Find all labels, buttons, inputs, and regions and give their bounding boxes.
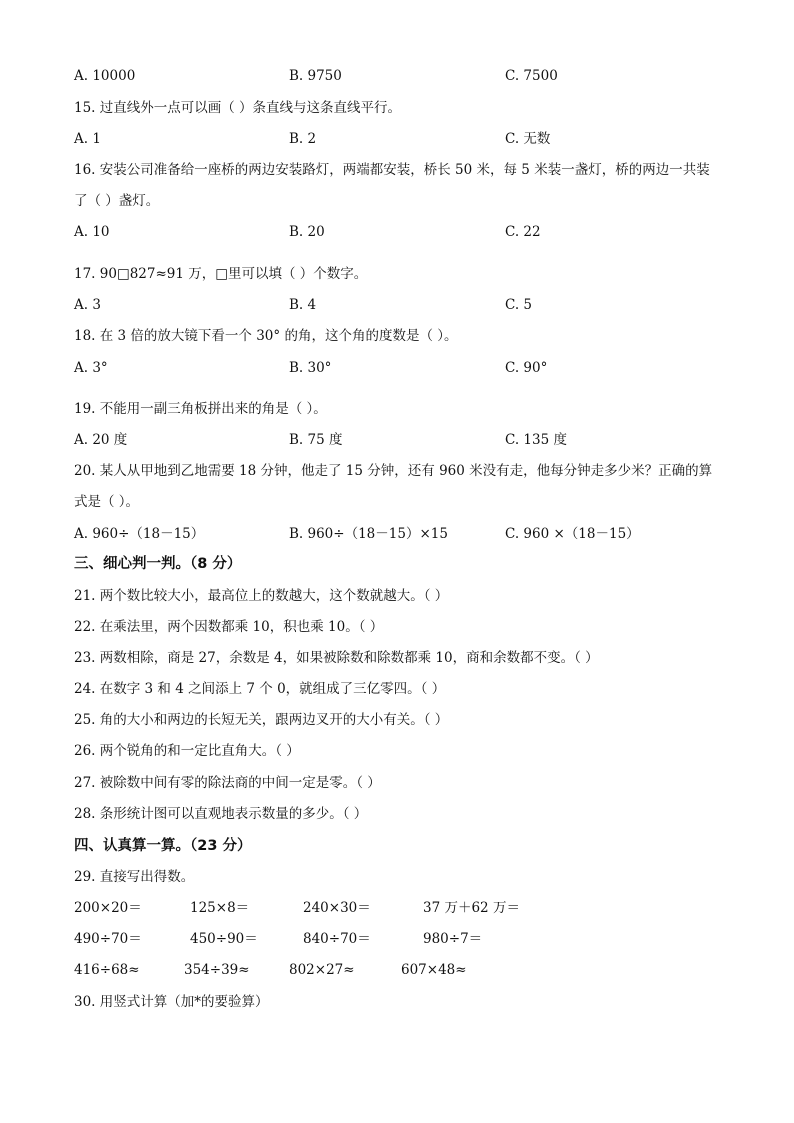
q24-text: 24. 在数字 3 和 4 之间添上 7 个 0，就组成了三亿零四。（ ） xyxy=(74,681,446,697)
q20-option-a: A. 960÷（18－15） xyxy=(74,526,205,542)
calc-item: 490÷70＝ xyxy=(74,931,142,947)
q16-option-a: A. 10 xyxy=(74,224,110,240)
q19-option-a: A. 20 度 xyxy=(74,432,128,448)
q25-text: 25. 角的大小和两边的长短无关，跟两边叉开的大小有关。（ ） xyxy=(74,712,449,728)
q27-text: 27. 被除数中间有零的除法商的中间一定是零。（ ） xyxy=(74,775,381,791)
section-3-heading: 三、细心判一判。（8 分） xyxy=(74,556,242,572)
q21-text: 21. 两个数比较大小，最高位上的数越大，这个数就越大。（ ） xyxy=(74,588,449,604)
calc-item: 802×27≈ xyxy=(289,962,355,978)
q28-text: 28. 条形统计图可以直观地表示数量的多少。（ ） xyxy=(74,806,368,822)
q16-text-line2: 了（ ）盏灯。 xyxy=(74,193,160,209)
calc-item: 354÷39≈ xyxy=(184,962,250,978)
calc-item: 607×48≈ xyxy=(401,962,467,978)
q19-text: 19. 不能用一副三角板拼出来的角是（ ）。 xyxy=(74,401,327,417)
q30-title: 30. 用竖式计算（加*的要验算） xyxy=(74,994,269,1010)
q15-text: 15. 过直线外一点可以画（ ）条直线与这条直线平行。 xyxy=(74,100,402,116)
calc-item: 37 万＋62 万＝ xyxy=(423,900,520,916)
q16-option-b: B. 20 xyxy=(289,224,325,240)
q18-text: 18. 在 3 倍的放大镜下看一个 30° 的角，这个角的度数是（ ）。 xyxy=(74,328,458,344)
q17-option-c: C. 5 xyxy=(505,297,533,313)
q17-text: 17. 90□827≈91 万，□里可以填（ ）个数字。 xyxy=(74,266,368,282)
q23-text: 23. 两数相除，商是 27，余数是 4，如果被除数和除数都乘 10，商和余数都不变。（ ） xyxy=(74,650,599,666)
calc-item: 125×8＝ xyxy=(190,900,250,916)
q29-title: 29. 直接写出得数。 xyxy=(74,869,195,885)
calc-item: 240×30＝ xyxy=(303,900,371,916)
q26-text: 26. 两个锐角的和一定比直角大。（ ） xyxy=(74,743,300,759)
q18-option-c: C. 90° xyxy=(505,360,548,376)
q15-option-b: B. 2 xyxy=(289,131,317,147)
calc-item: 980÷7＝ xyxy=(423,931,483,947)
section-4-heading: 四、认真算一算。（23 分） xyxy=(74,838,252,854)
q22-text: 22. 在乘法里，两个因数都乘 10，积也乘 10。（ ） xyxy=(74,619,384,635)
calc-item: 840÷70＝ xyxy=(303,931,371,947)
q18-option-b: B. 30° xyxy=(289,360,332,376)
q18-option-a: A. 3° xyxy=(74,360,108,376)
calc-item: 200×20＝ xyxy=(74,900,142,916)
q17-option-a: A. 3 xyxy=(74,297,101,313)
q20-text-line2: 式是（ ）。 xyxy=(74,494,140,510)
q20-option-c: C. 960 ×（18－15） xyxy=(505,526,640,542)
q20-text-line1: 20. 某人从甲地到乙地需要 18 分钟，他走了 15 分钟，还有 960 米没有走，他每分钟走多少米？正确的算 xyxy=(74,463,713,479)
q16-option-c: C. 22 xyxy=(505,224,541,240)
q14-option-b: B. 9750 xyxy=(289,68,342,84)
q14-option-c: C. 7500 xyxy=(505,68,558,84)
q20-option-b: B. 960÷（18－15）×15 xyxy=(289,526,448,542)
calc-item: 450÷90＝ xyxy=(190,931,258,947)
q19-option-c: C. 135 度 xyxy=(505,432,567,448)
q16-text-line1: 16. 安装公司准备给一座桥的两边安装路灯，两端都安装，桥长 50 米，每 5 米装一盏灯，桥的两边一共装 xyxy=(74,162,710,178)
q19-option-b: B. 75 度 xyxy=(289,432,343,448)
calc-item: 416÷68≈ xyxy=(74,962,140,978)
q14-option-a: A. 10000 xyxy=(74,68,136,84)
q17-option-b: B. 4 xyxy=(289,297,317,313)
q15-option-c: C. 无数 xyxy=(505,131,551,147)
q15-option-a: A. 1 xyxy=(74,131,101,147)
